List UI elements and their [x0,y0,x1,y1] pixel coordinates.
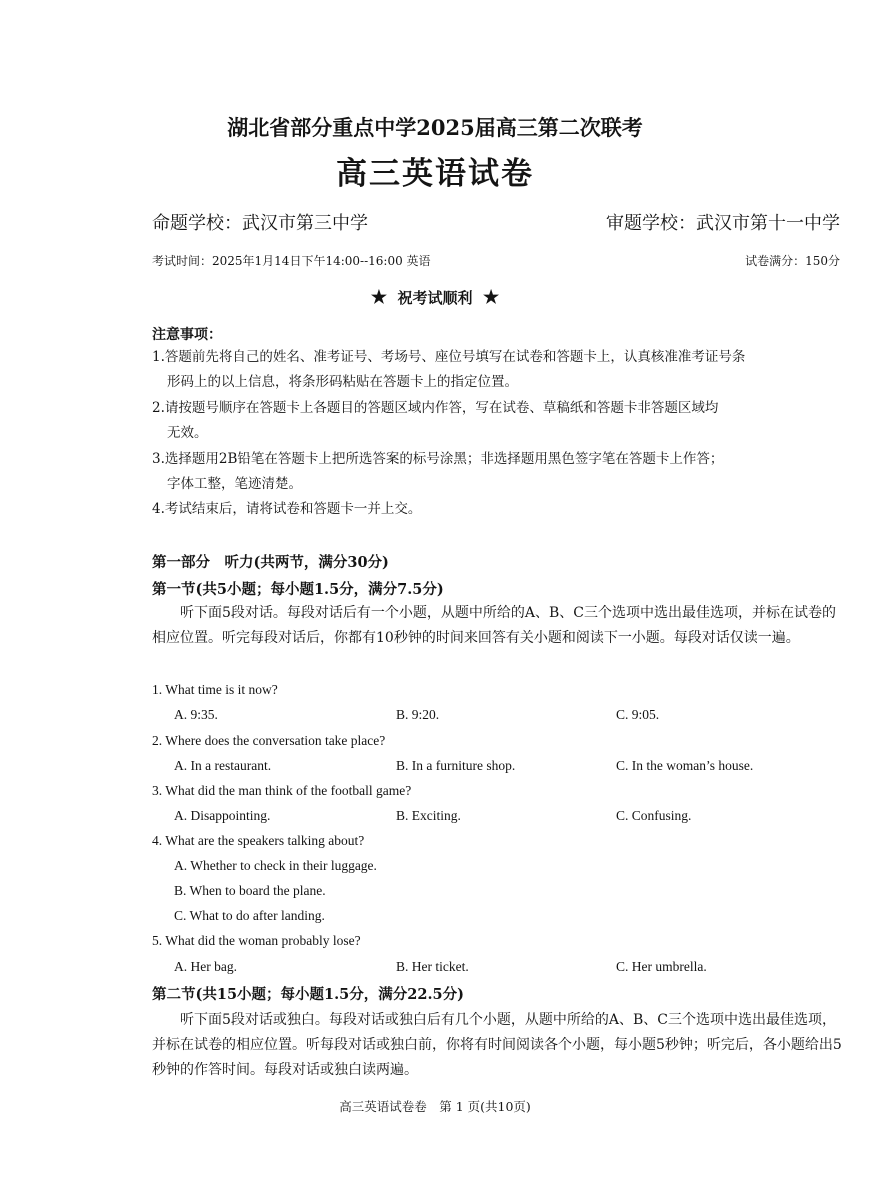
option-a: A. In a restaurant. [174,758,272,773]
question-3: 3. What did the man think of the football game? [152,783,412,798]
notes-title: 注意事项： [152,327,222,343]
option-b: B. Her ticket. [396,959,469,974]
question-5: 5. What did the woman probably lose? [152,933,361,948]
question-4: 4. What are the speakers talking about? [152,833,365,848]
option-b: B. In a furniture shop. [396,758,516,773]
exam-time: 考试时间：2025年1月14日下午14:00--16:00 英语 [152,254,431,268]
note-line: 2.请按题号顺序在答题卡上各题目的答题区域内作答，写在试卷、草稿纸和答题卡非答题区域均 [152,400,719,416]
option-a: A. Her bag. [174,959,237,974]
note-item-3 [152,447,844,497]
reviewing-school: 审题学校：武汉市第十一中学 [606,213,840,234]
option-c: C. Her umbrella. [616,959,707,974]
option-c: C. Confusing. [616,808,692,823]
section2-instructions: 听下面5段对话或独白。每段对话或独白后有几个小题，从题中所给的A、B、C三个选项中选出最佳选项，并标在试卷的相应位置。听每段对话或独白前，你将有时间阅读各个小题，每小题5秒钟；听完后，各小题给出5秒钟的作答时间。每段对话或独白读两遍。 [152,1012,842,1078]
option-c: C. What to do after landing. [174,908,325,923]
good-luck-text: 祝考试顺利 [397,289,473,307]
star-icon: ★ [482,287,500,308]
option-c: C. In the woman’s house. [616,758,754,773]
proposing-school: 命题学校：武汉市第三中学 [152,213,368,234]
option-a: A. Whether to check in their luggage. [174,858,377,873]
exam-subtitle: 高三英语试卷 [336,156,534,192]
option-a: A. Disappointing. [174,808,271,823]
star-icon: ★ [370,287,388,308]
section1-heading: 第一节(共5小题；每小题1.5分，满分7.5分) [152,581,444,598]
note-item-2 [152,396,844,446]
question-2: 2. Where does the conversation take place? [152,733,386,748]
note-line: 3.选择题用2B铅笔在答题卡上把所选答案的标号涂黑；非选择题用黑色签字笔在答题卡上作答； [152,451,724,467]
full-score: 试卷满分：150分 [745,254,840,268]
option-a: A. 9:35. [174,707,218,722]
option-b: B. 9:20. [396,707,440,722]
option-c: C. 9:05. [616,707,660,722]
option-b: B. When to board the plane. [174,883,326,898]
option-b: B. Exciting. [396,808,461,823]
note-line: 形码上的以上信息，将条形码粘贴在答题卡上的指定位置。 [167,374,518,390]
note-line: 4.考试结束后，请将试卷和答题卡一并上交。 [152,501,422,517]
exam-title: 湖北省部分重点中学2025届高三第二次联考 [227,115,643,140]
section1-instructions: 听下面5段对话。每段对话后有一个小题，从题中所给的A、B、C三个选项中选出最佳选项，并标在试卷的相应位置。听完每段对话后，你都有10秒钟的时间来回答有关小题和阅读下一小题。每段对话仅读一遍。 [152,605,837,646]
part1-heading: 第一部分 听力(共两节，满分30分) [152,554,389,571]
note-item-4 [152,497,844,522]
page-footer: 高三英语试卷卷 第 1 页(共10页) [339,1099,531,1114]
note-line: 1.答题前先将自己的姓名、准考证号、考场号、座位号填写在试卷和答题卡上，认真核准准考证号条 [152,349,746,365]
question-1: 1. What time is it now? [152,682,278,697]
note-line: 字体工整，笔迹清楚。 [167,476,302,492]
note-line: 无效。 [167,425,208,441]
note-item-1 [152,345,844,395]
good-luck-banner [0,287,870,308]
section2-heading: 第二节(共15小题；每小题1.5分，满分22.5分) [152,986,464,1003]
